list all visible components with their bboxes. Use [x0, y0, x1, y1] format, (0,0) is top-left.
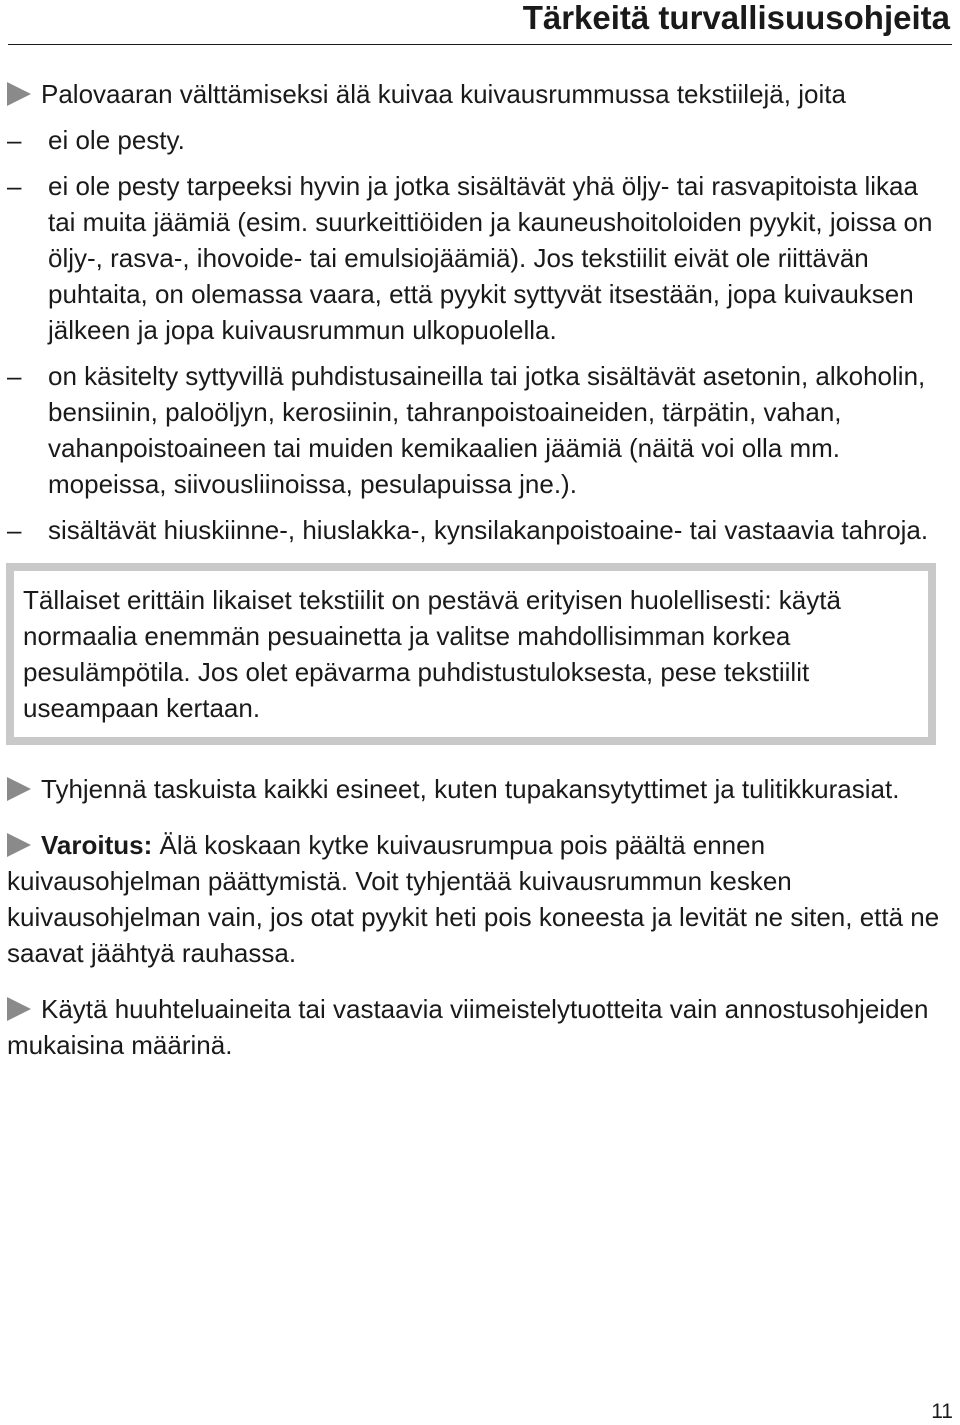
triangle-right-icon — [7, 82, 31, 106]
warning-text: Älä koskaan kytke kuivausrumpua pois päältä ennen kuivausohjelman päättymistä. Voit tyhjentää kuivausrummun kesken kuivausohjelman vain, jos otat pyykit heti pois koneesta ja levität ne siten, että ne saavat jäähtyä rauhassa. — [7, 830, 940, 968]
page-header — [8, 0, 952, 45]
softener-instruction — [7, 991, 952, 1063]
triangle-right-icon — [7, 833, 31, 857]
page-number: 11 — [931, 1400, 953, 1423]
pockets-instruction-text: Tyhjennä taskuista kaikki esineet, kuten tupakansytyttimet ja tulitikkurasiat. — [41, 774, 900, 804]
list-item — [7, 358, 952, 502]
list-item-text: on käsitelty syttyvillä puhdistusaineilla tai jotka sisältävät asetonin, alkoholin, bensiinin, paloöljyn, kerosiinin, tahranpoistoaineiden, tärpätin, vahan, vahanpoistoaineen tai muiden kemikaalien jäämiä (näitä voi olla mm. mopeissa, siivousliinoissa, pesulapuissa jne.). — [48, 361, 926, 499]
dash-icon: – — [7, 361, 22, 391]
warning-section-fire — [7, 76, 952, 112]
page-title: Tärkeitä turvallisuusohjeita — [522, 0, 950, 36]
list-item — [7, 122, 952, 158]
fire-warning-intro: Palovaaran välttämiseksi älä kuivaa kuivausrummussa tekstiilejä, joita — [41, 79, 846, 109]
notice-box-text: Tällaiset erittäin likaiset tekstiilit on pestävä erityisen huolellisesti: käytä normaalia enemmän pesuainetta ja valitse mahdollisimman korkea pesulämpötila. Jos olet epävarma puhdistustuloksesta, pese tekstiilit useampaan kertaan. — [23, 585, 841, 723]
dash-icon: – — [7, 171, 22, 201]
warning-section-stop — [7, 827, 952, 971]
dash-icon: – — [7, 515, 22, 545]
triangle-right-icon — [7, 777, 31, 801]
document-body — [7, 76, 952, 1063]
list-item-text: ei ole pesty. — [48, 125, 185, 155]
pockets-instruction — [7, 771, 952, 807]
list-item-text: sisältävät hiuskiinne-, hiuslakka-, kynsilakanpoistoaine- tai vastaavia tahroja. — [48, 515, 929, 545]
fire-warning-list — [7, 122, 952, 548]
list-item — [7, 512, 952, 548]
notice-box — [6, 563, 936, 745]
softener-instruction-text: Käytä huuhteluaineita tai vastaavia viimeistelytuotteita vain annostusohjeiden mukaisina määrinä. — [7, 994, 929, 1060]
warning-label: Varoitus: — [41, 830, 153, 860]
dash-icon: – — [7, 125, 22, 155]
list-item — [7, 168, 952, 348]
list-item-text: ei ole pesty tarpeeksi hyvin ja jotka sisältävät yhä öljy- tai rasvapitoista likaa tai muita jäämiä (esim. suurkeittiöiden ja kauneushoitoloiden pyykit, joissa on öljy-, rasva-, ihovoide- tai emulsiojäämiä). Jos tekstiilit eivät ole riittävän puhtaita, on olemassa vaara, että pyykit syttyvät itsestään, jopa kuivauksen jälkeen ja jopa kuivausrummun ulkopuolella. — [48, 171, 933, 345]
triangle-right-icon — [7, 997, 31, 1021]
